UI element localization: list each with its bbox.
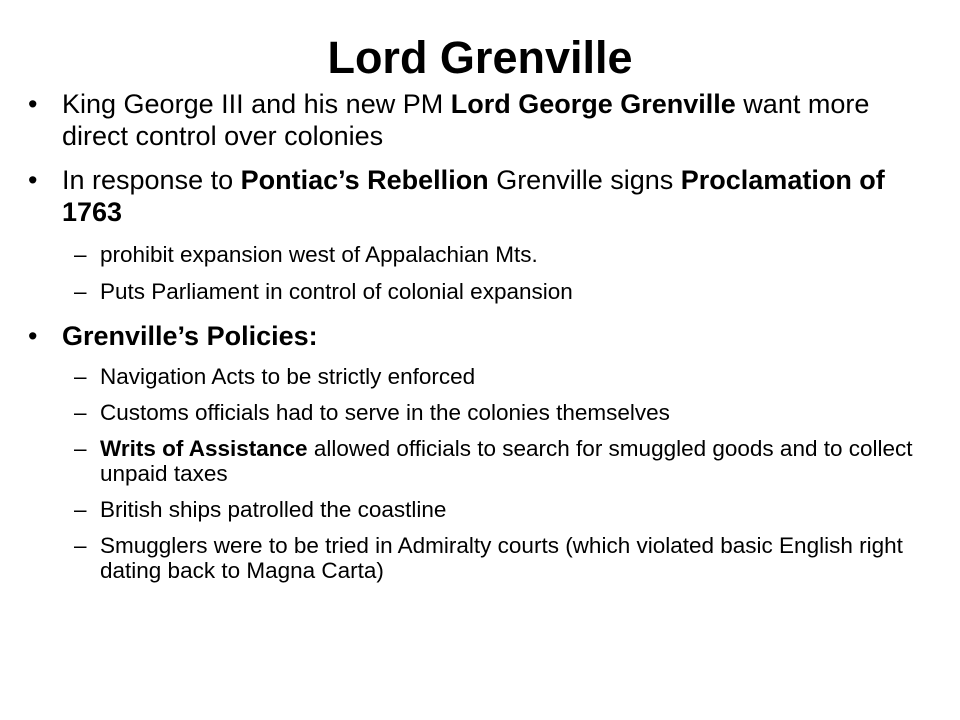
bullet-item: • King George III and his new PM Lord George Grenville want more direct control over colonies <box>28 89 870 151</box>
bold-text: Grenville’s Policies: <box>62 321 318 351</box>
bullet-item <box>28 320 928 352</box>
dash-mark: – <box>74 497 87 522</box>
slide-title: Lord Grenville <box>327 32 633 83</box>
bullet-mark: • <box>28 89 38 119</box>
bold-text: Lord George Grenville <box>450 89 736 119</box>
bold-text: Writs of Assistance <box>100 436 308 461</box>
dash-mark: – <box>74 279 87 304</box>
dash-mark: – <box>74 364 87 389</box>
sub-bullet-item: – Puts Parliament in control of colonial expansion <box>74 279 573 304</box>
dash-mark: – <box>74 533 87 558</box>
bold-text: Proclamation of 1763 <box>62 165 885 227</box>
sub-bullet-item: – Smugglers were to be tried in Admiralty courts (which violated basic English right dating back to Magna Carta) <box>74 533 903 583</box>
sub-bullet-item: – Customs officials had to serve in the colonies themselves <box>74 400 670 425</box>
bullet-item: • In response to Pontiac’s Rebellion Grenville signs Proclamation of 1763 <box>28 165 885 227</box>
bold-text: Pontiac’s Rebellion <box>240 165 489 195</box>
sub-bullet-item: – prohibit expansion west of Appalachian Mts. <box>74 242 538 267</box>
dash-mark: – <box>74 400 87 425</box>
slide-content <box>28 88 928 583</box>
sub-bullet-item: – British ships patrolled the coastline <box>74 497 447 522</box>
bullet-mark: • <box>28 165 38 195</box>
dash-mark: – <box>74 242 87 267</box>
dash-mark: – <box>74 436 87 461</box>
sub-bullet-item: – Navigation Acts to be strictly enforced <box>74 364 476 389</box>
sub-bullet-item: – Writs of Assistance allowed officials to search for smuggled goods and to collect unpaid taxes <box>74 436 913 486</box>
bullet-mark: • <box>28 321 38 351</box>
